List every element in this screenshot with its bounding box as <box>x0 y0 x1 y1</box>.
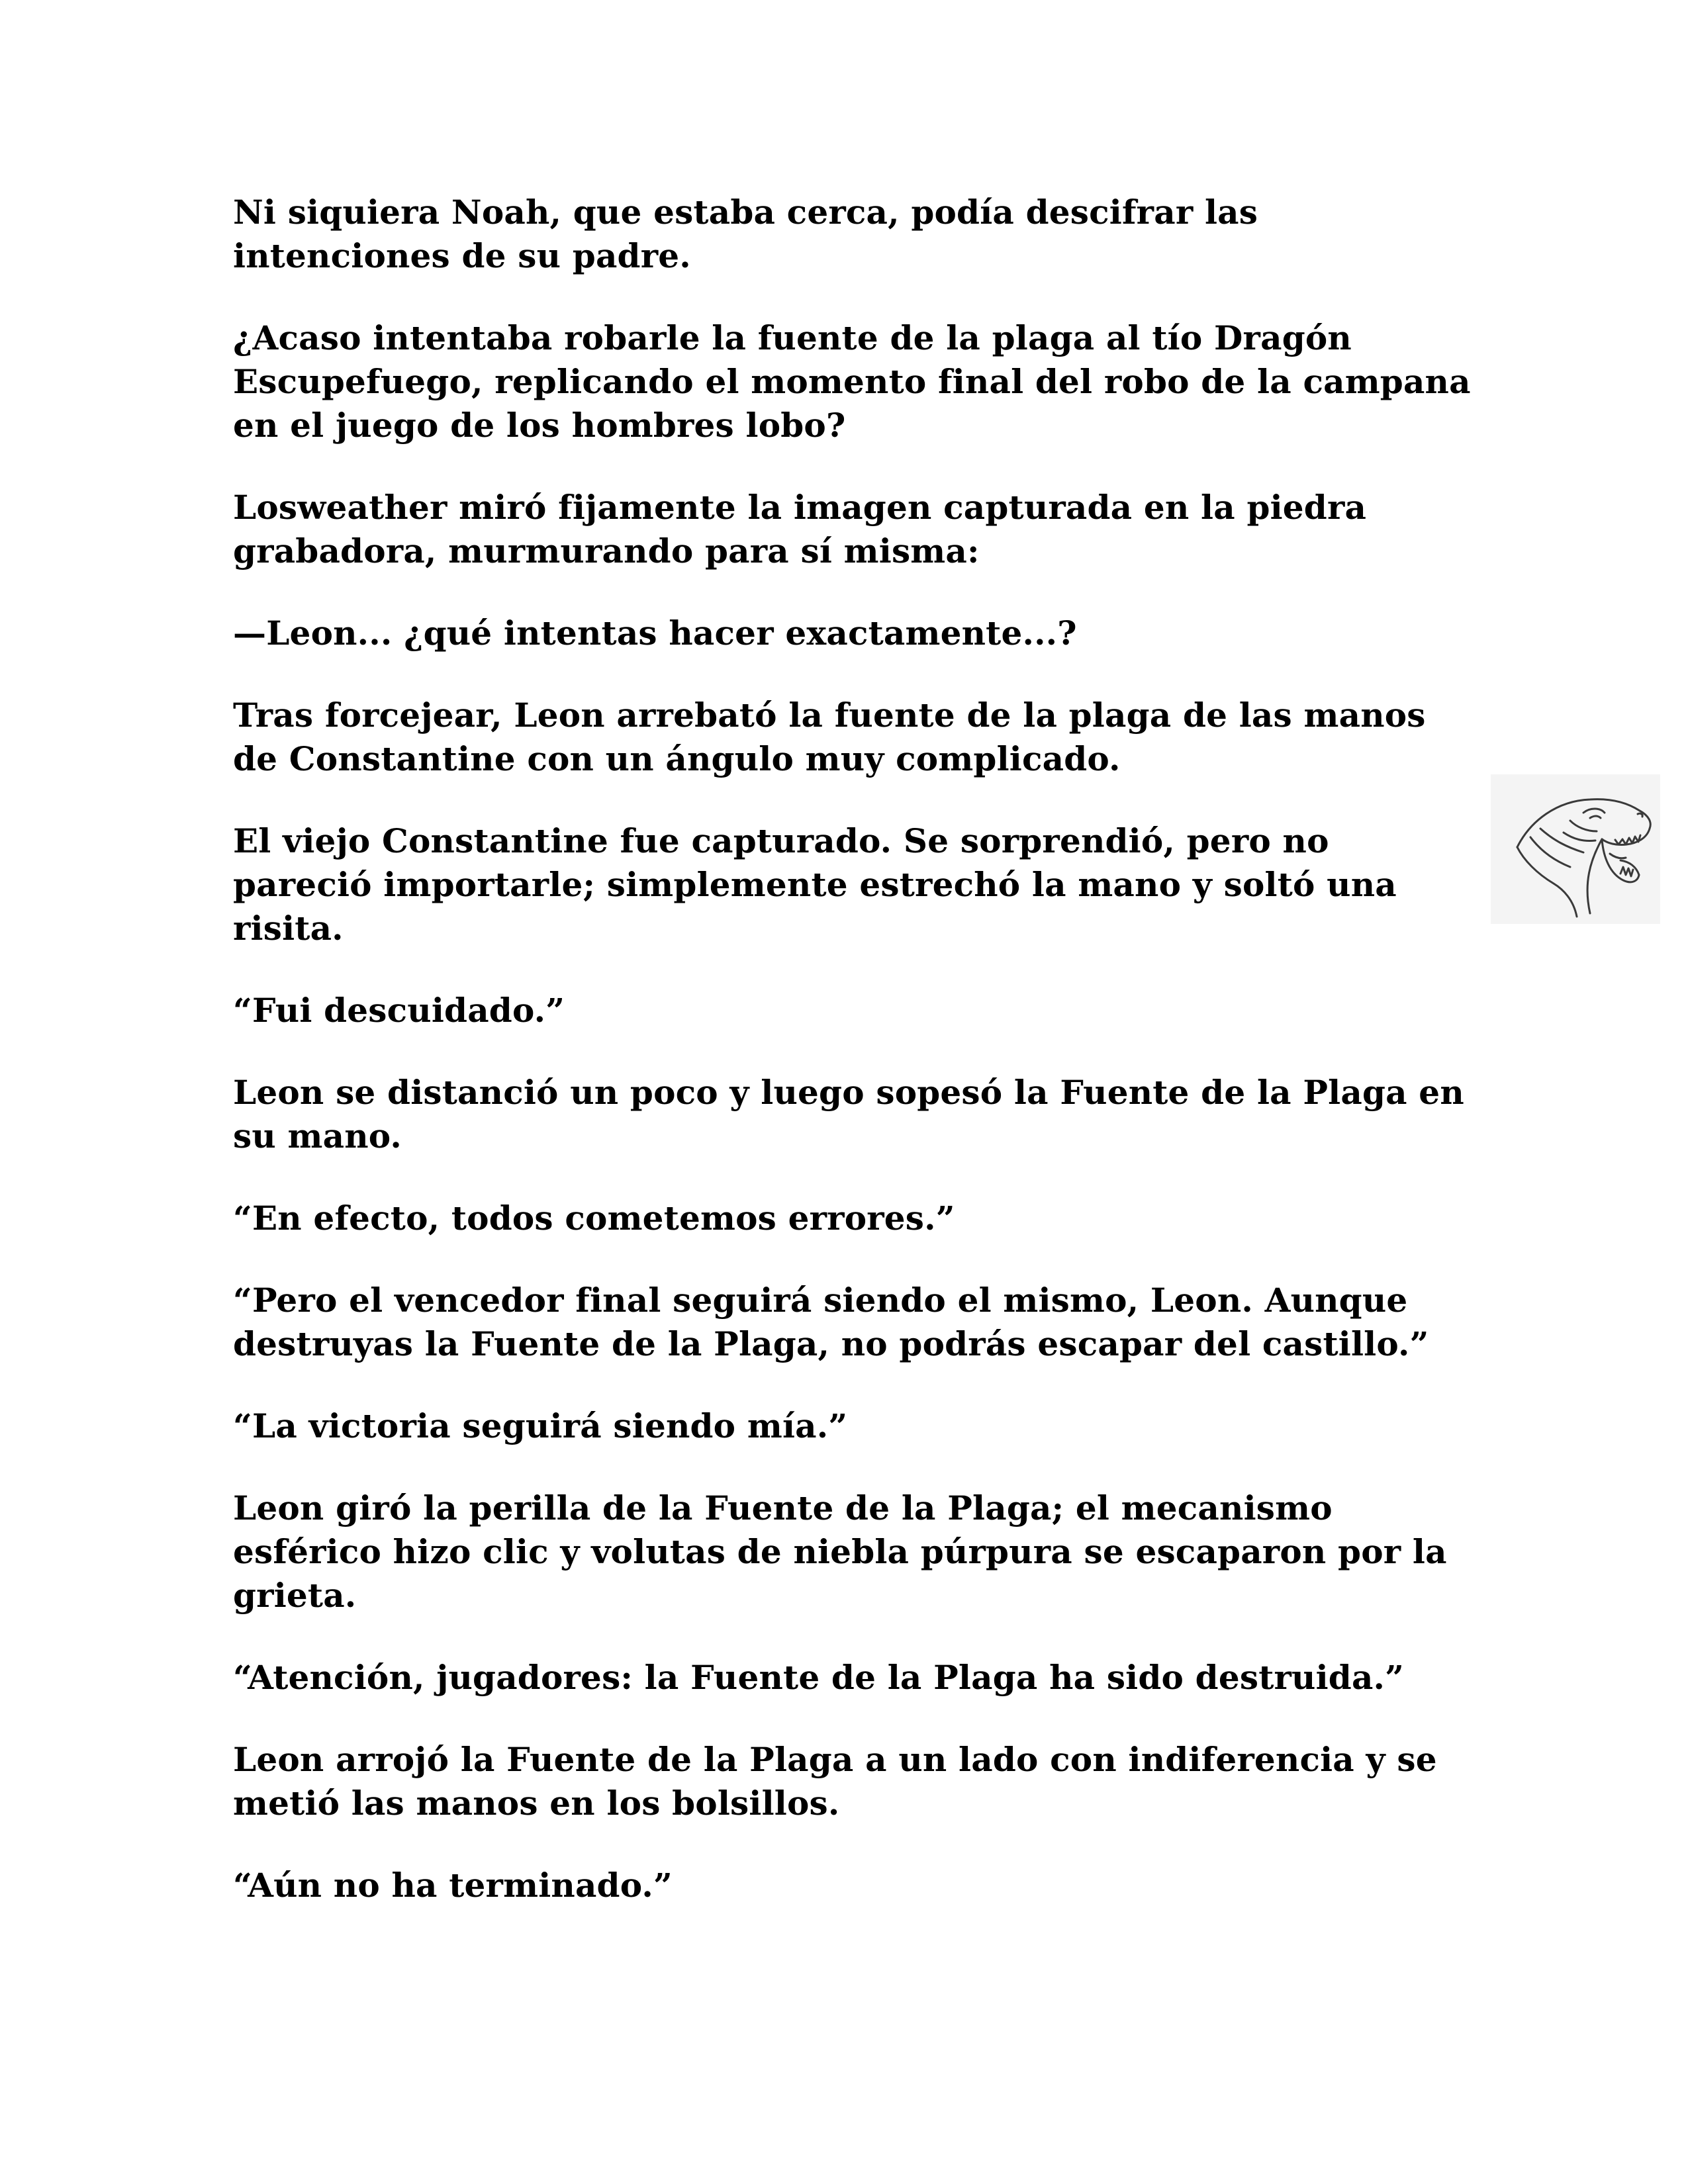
paragraph: “En efecto, todos cometemos errores.” <box>233 1199 955 1238</box>
paragraph: El viejo Constantine fue capturado. Se sorprendió, pero no pareció importarle; simplemente estrechó la mano y soltó una risita. <box>233 821 1397 948</box>
watermark-logo <box>1491 774 1660 924</box>
paragraph: Losweather miró fijamente la imagen capturada en la piedra grabadora, murmurando para sí misma: <box>233 488 1367 570</box>
paragraph: “Pero el vencedor final seguirá siendo el mismo, Leon. Aunque destruyas la Fuente de la Plaga, no podrás escapar del castillo.” <box>233 1281 1429 1363</box>
paragraph: Ni siquiera Noah, que estaba cerca, podía descifrar las intenciones de su padre. <box>233 193 1258 275</box>
paragraph: —Leon... ¿qué intentas hacer exactamente...? <box>233 614 1077 653</box>
paragraph: Tras forcejear, Leon arrebató la fuente de la plaga de las manos de Constantine con un ángulo muy complicado. <box>233 696 1426 778</box>
story-text <box>233 191 1477 1946</box>
paragraph: “Atención, jugadores: la Fuente de la Plaga ha sido destruida.” <box>233 1658 1405 1697</box>
dinosaur-head-icon <box>1491 774 1660 924</box>
paragraph: “Aún no ha terminado.” <box>233 1866 673 1905</box>
paragraph: ¿Acaso intentaba robarle la fuente de la plaga al tío Dragón Escupefuego, replicando el momento final del robo de la campana en el juego de los hombres lobo? <box>233 318 1471 445</box>
paragraph: “La victoria seguirá siendo mía.” <box>233 1406 848 1445</box>
paragraph: Leon giró la perilla de la Fuente de la Plaga; el mecanismo esférico hizo clic y volutas de niebla púrpura se escaparon por la grieta. <box>233 1488 1447 1615</box>
paragraph: Leon se distanció un poco y luego sopesó la Fuente de la Plaga en su mano. <box>233 1073 1464 1156</box>
paragraph: “Fui descuidado.” <box>233 991 565 1030</box>
paragraph: Leon arrojó la Fuente de la Plaga a un lado con indiferencia y se metió las manos en los bolsillos. <box>233 1740 1437 1823</box>
